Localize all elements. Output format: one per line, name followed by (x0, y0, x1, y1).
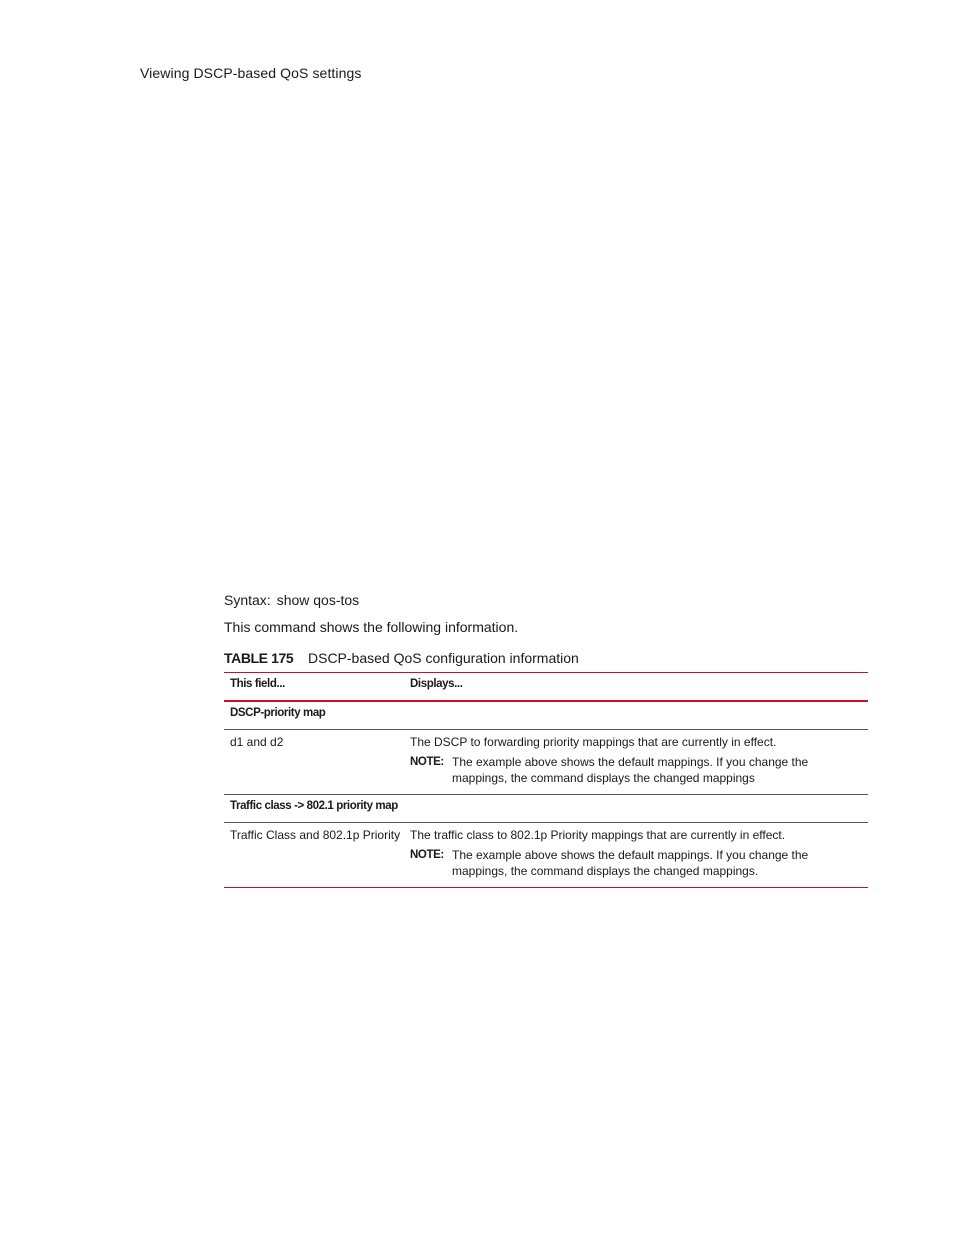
field-description-cell (410, 730, 868, 795)
syntax-command: show qos-tos (276, 592, 360, 608)
column-header-field: This field... (224, 673, 410, 702)
section-row (224, 795, 868, 823)
note-label: NOTE: (410, 756, 444, 768)
running-header: Viewing DSCP-based QoS settings (140, 65, 362, 81)
field-name: Traffic Class and 802.1p Priority (224, 823, 410, 888)
note (410, 847, 858, 879)
note-text: The example above shows the default mappings. If you change the mappings, the command displays the changed mappings (452, 755, 809, 785)
field-description: The traffic class to 802.1p Priority mappings that are currently in effect. (410, 828, 786, 842)
note-text: The example above shows the default mappings. If you change the mappings, the command displays the changed mappings. (452, 848, 809, 878)
table-header-row (224, 673, 868, 702)
field-name: d1 and d2 (224, 730, 410, 795)
field-description-cell (410, 823, 868, 888)
table-number: TABLE 175 (224, 650, 294, 666)
table-row (224, 823, 868, 888)
qos-info-table (224, 672, 868, 888)
table-row (224, 730, 868, 795)
table-caption (224, 650, 579, 666)
field-description: The DSCP to forwarding priority mappings that are currently in effect. (410, 735, 777, 749)
section-row (224, 701, 868, 730)
syntax-label: Syntax: (224, 592, 271, 608)
note (410, 754, 858, 786)
syntax-line (224, 592, 359, 608)
note-label: NOTE: (410, 849, 444, 861)
section-title: DSCP-priority map (224, 701, 868, 730)
table-title: DSCP-based QoS configuration information (308, 650, 579, 666)
intro-paragraph: This command shows the following information. (224, 619, 519, 635)
column-header-displays: Displays... (410, 673, 868, 702)
section-title: Traffic class -> 802.1 priority map (224, 795, 868, 823)
